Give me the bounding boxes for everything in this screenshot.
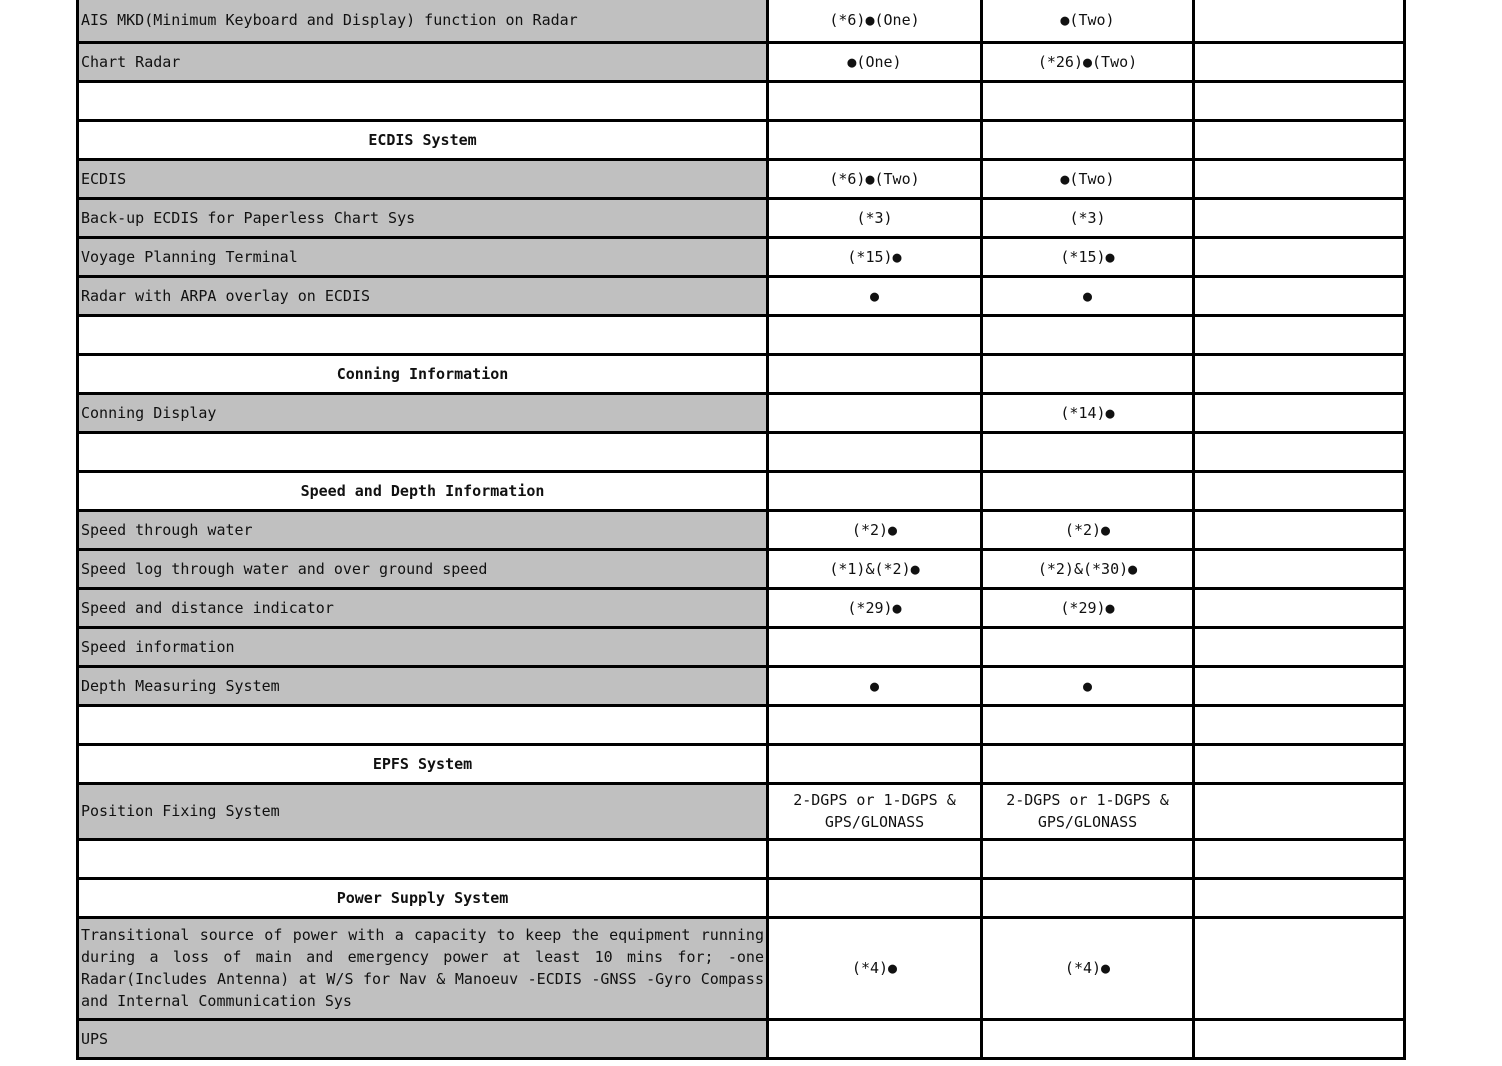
- section-title: Power Supply System: [78, 878, 768, 917]
- table-row: [78, 393, 1405, 432]
- row-label: Back-up ECDIS for Paperless Chart Sys: [78, 198, 768, 237]
- section-title: ECDIS System: [78, 120, 768, 159]
- row-label: [78, 81, 768, 120]
- table-row: [78, 0, 1405, 42]
- table-row: [78, 549, 1405, 588]
- cell-col-1: (*4)●: [768, 917, 982, 1019]
- cell-col-3: [1194, 705, 1405, 744]
- blank-row: [78, 705, 1405, 744]
- cell-col-1: (*15)●: [768, 237, 982, 276]
- cell-col-2: (*2)&(*30)●: [982, 549, 1194, 588]
- row-label: [78, 705, 768, 744]
- cell-col-1: [768, 839, 982, 878]
- cell-col-2: [982, 1019, 1194, 1058]
- cell-col-2: (*14)●: [982, 393, 1194, 432]
- cell-col-3: [1194, 276, 1405, 315]
- cell-col-2: [982, 627, 1194, 666]
- row-label: ECDIS: [78, 159, 768, 198]
- row-label: Chart Radar: [78, 42, 768, 81]
- cell-col-2: [982, 120, 1194, 159]
- cell-col-2: (*26)●(Two): [982, 42, 1194, 81]
- cell-col-3: [1194, 666, 1405, 705]
- cell-col-1: (*1)&(*2)●: [768, 549, 982, 588]
- cell-col-3: [1194, 432, 1405, 471]
- cell-col-3: [1194, 198, 1405, 237]
- section-title: EPFS System: [78, 744, 768, 783]
- cell-col-3: [1194, 237, 1405, 276]
- cell-col-3: [1194, 917, 1405, 1019]
- row-label: [78, 432, 768, 471]
- cell-col-2: (*2)●: [982, 510, 1194, 549]
- cell-col-3: [1194, 81, 1405, 120]
- table-row: [78, 588, 1405, 627]
- cell-col-1: ●: [768, 666, 982, 705]
- cell-col-1: [768, 432, 982, 471]
- cell-col-3: [1194, 354, 1405, 393]
- cell-col-2: [982, 432, 1194, 471]
- section-header-row: [78, 744, 1405, 783]
- cell-col-1: [768, 627, 982, 666]
- table-row: [78, 42, 1405, 81]
- cell-col-2: [982, 744, 1194, 783]
- cell-col-1: ●: [768, 276, 982, 315]
- cell-col-3: [1194, 510, 1405, 549]
- cell-col-3: [1194, 0, 1405, 42]
- cell-col-3: [1194, 159, 1405, 198]
- table-row: [78, 783, 1405, 839]
- cell-col-1: [768, 354, 982, 393]
- cell-col-3: [1194, 315, 1405, 354]
- cell-col-3: [1194, 393, 1405, 432]
- blank-row: [78, 432, 1405, 471]
- cell-col-1: 2-DGPS or 1-DGPS & GPS/GLONASS: [768, 783, 982, 839]
- equipment-spec-table: [76, 0, 1406, 1060]
- cell-col-3: [1194, 471, 1405, 510]
- cell-col-1: [768, 393, 982, 432]
- cell-col-1: [768, 1019, 982, 1058]
- cell-col-3: [1194, 1019, 1405, 1058]
- row-label: Speed log through water and over ground speed: [78, 549, 768, 588]
- row-label: Depth Measuring System: [78, 666, 768, 705]
- cell-col-1: [768, 81, 982, 120]
- cell-col-2: (*4)●: [982, 917, 1194, 1019]
- cell-col-3: [1194, 588, 1405, 627]
- cell-col-2: 2-DGPS or 1-DGPS & GPS/GLONASS: [982, 783, 1194, 839]
- row-label: Speed and distance indicator: [78, 588, 768, 627]
- cell-col-2: [982, 471, 1194, 510]
- row-label: Voyage Planning Terminal: [78, 237, 768, 276]
- cell-col-2: ●(Two): [982, 159, 1194, 198]
- table-row: [78, 1019, 1405, 1058]
- row-label: Position Fixing System: [78, 783, 768, 839]
- row-label: [78, 839, 768, 878]
- row-label: UPS: [78, 1019, 768, 1058]
- section-title: Speed and Depth Information: [78, 471, 768, 510]
- table-row: [78, 666, 1405, 705]
- blank-row: [78, 315, 1405, 354]
- row-label: Radar with ARPA overlay on ECDIS: [78, 276, 768, 315]
- cell-col-2: ●: [982, 276, 1194, 315]
- table-row: [78, 627, 1405, 666]
- cell-col-2: ●(Two): [982, 0, 1194, 42]
- cell-col-3: [1194, 627, 1405, 666]
- cell-col-3: [1194, 42, 1405, 81]
- cell-col-2: [982, 878, 1194, 917]
- cell-col-2: [982, 839, 1194, 878]
- table-row: [78, 159, 1405, 198]
- table-row: [78, 917, 1405, 1019]
- cell-col-1: [768, 744, 982, 783]
- blank-row: [78, 839, 1405, 878]
- section-title: Conning Information: [78, 354, 768, 393]
- cell-col-1: [768, 705, 982, 744]
- cell-col-3: [1194, 839, 1405, 878]
- cell-col-1: [768, 471, 982, 510]
- section-header-row: [78, 471, 1405, 510]
- cell-col-3: [1194, 878, 1405, 917]
- section-header-row: [78, 354, 1405, 393]
- cell-col-1: (*29)●: [768, 588, 982, 627]
- cell-col-2: [982, 354, 1194, 393]
- cell-col-1: [768, 315, 982, 354]
- table-row: [78, 276, 1405, 315]
- cell-col-3: [1194, 783, 1405, 839]
- cell-col-3: [1194, 120, 1405, 159]
- row-label: Transitional source of power with a capacity to keep the equipment running during a loss of main and emergency power at least 10 mins for; -one Radar(Includes Antenna) at W/S for Nav & Manoeuv -ECDIS -GNSS -Gyro Compass and Internal Communication Sys: [78, 917, 768, 1019]
- blank-row: [78, 81, 1405, 120]
- row-label: AIS MKD(Minimum Keyboard and Display) function on Radar: [78, 0, 768, 42]
- cell-col-1: [768, 878, 982, 917]
- cell-col-2: (*29)●: [982, 588, 1194, 627]
- cell-col-2: (*15)●: [982, 237, 1194, 276]
- section-header-row: [78, 878, 1405, 917]
- table-row: [78, 237, 1405, 276]
- table-row: [78, 510, 1405, 549]
- row-label: Conning Display: [78, 393, 768, 432]
- cell-col-2: [982, 705, 1194, 744]
- row-label: Speed through water: [78, 510, 768, 549]
- row-label: [78, 315, 768, 354]
- cell-col-2: (*3): [982, 198, 1194, 237]
- cell-col-1: ●(One): [768, 42, 982, 81]
- cell-col-2: ●: [982, 666, 1194, 705]
- cell-col-1: [768, 120, 982, 159]
- table-row: [78, 198, 1405, 237]
- cell-col-1: (*6)●(Two): [768, 159, 982, 198]
- cell-col-1: (*3): [768, 198, 982, 237]
- row-label: Speed information: [78, 627, 768, 666]
- cell-col-2: [982, 315, 1194, 354]
- cell-col-1: (*2)●: [768, 510, 982, 549]
- section-header-row: [78, 120, 1405, 159]
- cell-col-3: [1194, 744, 1405, 783]
- cell-col-1: (*6)●(One): [768, 0, 982, 42]
- cell-col-3: [1194, 549, 1405, 588]
- cell-col-2: [982, 81, 1194, 120]
